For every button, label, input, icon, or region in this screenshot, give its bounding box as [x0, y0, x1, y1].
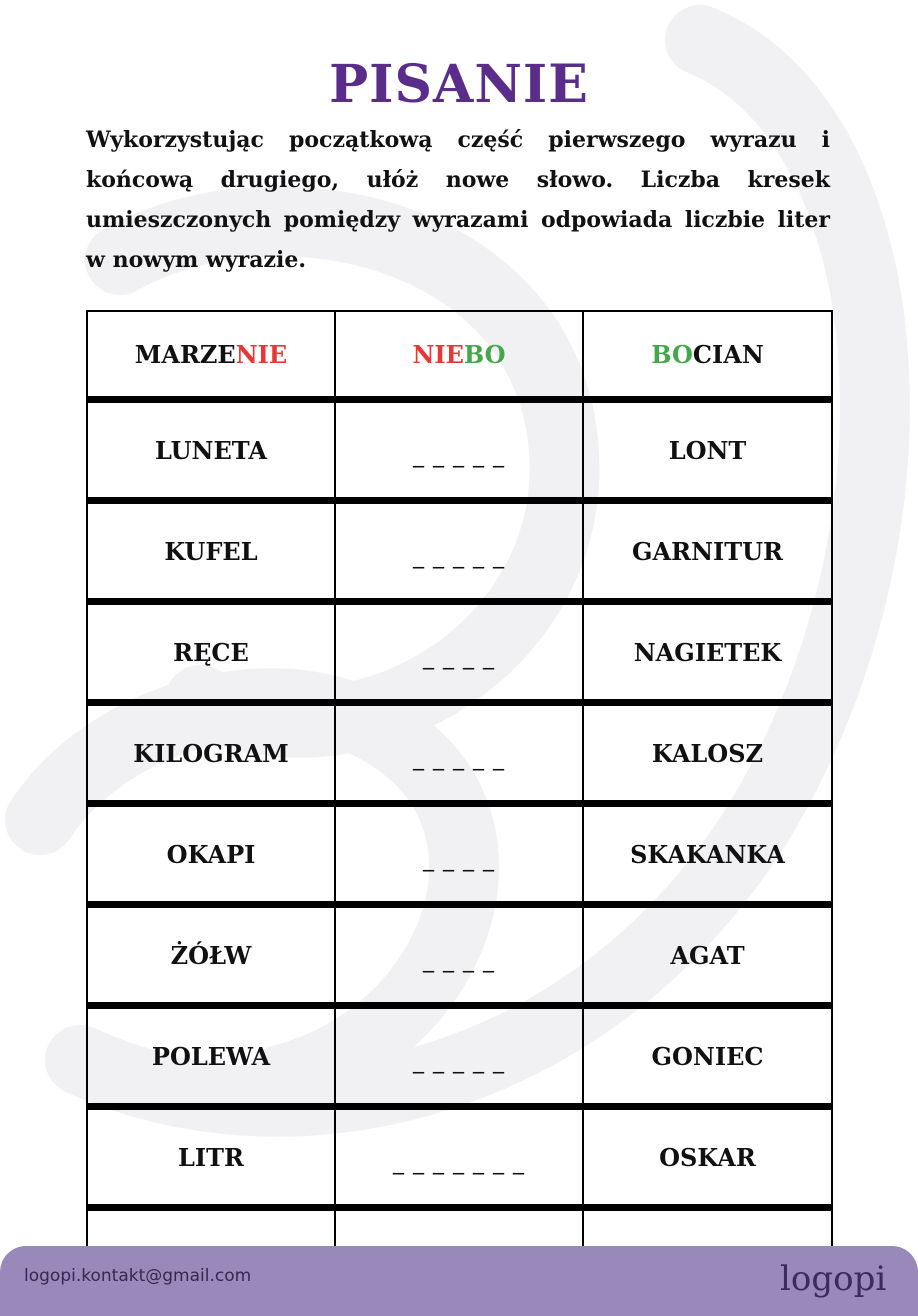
answer-blanks[interactable]: _ _ _ _ — [335, 602, 583, 703]
first-word: ŻÓŁW — [87, 905, 335, 1006]
word-table — [86, 310, 833, 1307]
first-word: LUNETA — [87, 400, 335, 501]
example-first-highlight: NIE — [235, 339, 288, 369]
example-last-highlight: BO — [651, 339, 693, 369]
logopi-logo — [776, 1254, 896, 1302]
table-row — [87, 501, 832, 602]
answer-blanks[interactable]: _ _ _ _ _ — [335, 400, 583, 501]
first-word: POLEWA — [87, 1006, 335, 1107]
first-word: KILOGRAM — [87, 703, 335, 804]
example-result-green: BO — [463, 339, 506, 369]
example-result-word — [335, 311, 583, 400]
table-row — [87, 804, 832, 905]
second-word: OSKAR — [583, 1107, 832, 1208]
table-row — [87, 400, 832, 501]
example-last-plain: CIAN — [692, 339, 764, 369]
first-word: RĘCE — [87, 602, 335, 703]
page-title: PISANIE — [329, 54, 589, 115]
instructions: Wykorzystując początkową część pierwszego wyrazu i końcową drugiego, ułóż nowe słowo. Liczba kresek umieszczonych pomiędzy wyrazami odpowiada liczbie liter w nowym wyrazie. — [86, 127, 830, 273]
second-word: NAGIETEK — [583, 602, 832, 703]
table-row — [87, 602, 832, 703]
first-word: KUFEL — [87, 501, 335, 602]
table-row — [87, 905, 832, 1006]
logo-wordmark: logopi — [780, 1259, 887, 1299]
contact-email[interactable]: logopi.kontakt@gmail.com — [24, 1266, 252, 1286]
table-row — [87, 1107, 832, 1208]
example-first-word — [87, 311, 335, 400]
first-word: LITR — [87, 1107, 335, 1208]
answer-blanks[interactable]: _ _ _ _ _ — [335, 703, 583, 804]
second-word: GARNITUR — [583, 501, 832, 602]
second-word: GONIEC — [583, 1006, 832, 1107]
table-row — [87, 703, 832, 804]
second-word: SKAKANKA — [583, 804, 832, 905]
answer-blanks[interactable]: _ _ _ _ _ — [335, 1006, 583, 1107]
second-word: LONT — [583, 400, 832, 501]
example-result-red: NIE — [412, 339, 464, 369]
example-first-plain: MARZE — [134, 339, 236, 369]
table-row — [87, 1006, 832, 1107]
first-word: OKAPI — [87, 804, 335, 905]
answer-blanks[interactable]: _ _ _ _ _ — [335, 501, 583, 602]
example-row — [87, 311, 832, 400]
footer-bar — [0, 1246, 918, 1316]
second-word: AGAT — [583, 905, 832, 1006]
answer-blanks[interactable]: _ _ _ _ — [335, 905, 583, 1006]
example-last-word — [583, 311, 832, 400]
second-word: KALOSZ — [583, 703, 832, 804]
answer-blanks[interactable]: _ _ _ _ — [335, 804, 583, 905]
answer-blanks[interactable]: _ _ _ _ _ _ _ — [335, 1107, 583, 1208]
